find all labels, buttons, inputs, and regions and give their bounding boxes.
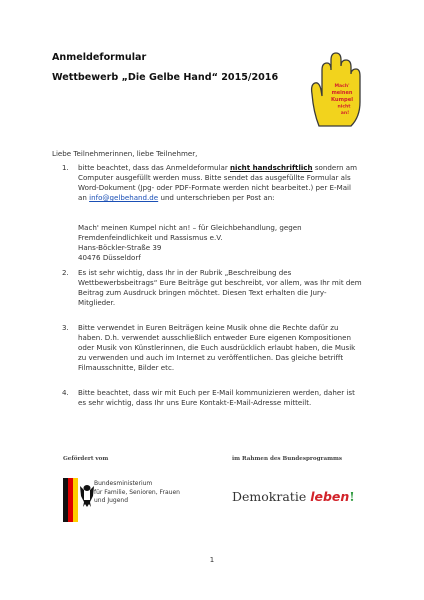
list-item-text: Bitte verwendet in Euren Beiträgen keine Musik ohne die Rechte dafür zu haben. D.h. verwendet ausschließlich entweder Eure eigenen Kompositionen oder Musik von Künstlerinnen, die Euch ausdrücklich erlaubt haben, die Musik zu verwenden und auch im Internet zu veröffentlichen. Das gleiche betrifft Filmausschnitte, Bilder etc. xyxy=(78,323,356,373)
list-item-number: 3. xyxy=(62,323,69,332)
demokratie-word: Demokratie xyxy=(232,489,307,504)
leben-word: leben xyxy=(310,489,350,504)
flag-black-stripe xyxy=(63,478,68,522)
flag-gold-stripe xyxy=(73,478,78,522)
federal-eagle-icon xyxy=(80,485,94,507)
address-street: Hans-Böckler-Straße 39 xyxy=(78,243,162,253)
flag-red-stripe xyxy=(68,478,73,522)
email-link[interactable]: info@gelbehand.de xyxy=(89,193,159,203)
ministry-line-2: für Familie, Senioren, Frauen xyxy=(94,488,180,496)
list-item-number: 1. xyxy=(62,163,69,172)
logo-line-1: Mach' xyxy=(334,84,350,89)
logo-line-5: an! xyxy=(340,111,350,116)
list-item-text: Bitte beachtet, dass wir mit Euch per E-Mail kommunizieren werden, daher ist es sehr wichtig, dass Ihr uns Eure Kontakt-E-Mail-Adresse mitteilt. xyxy=(78,388,355,408)
item1-text-d: und unterschrieben per Post an: xyxy=(158,193,275,203)
program-label: im Rahmen des Bundesprogramms xyxy=(232,456,343,462)
item1-text-a: bitte beachtet, dass das Anmeldeformular xyxy=(78,163,230,172)
funded-by-label: Gefördert vom xyxy=(63,456,109,462)
list-item-text: Es ist sehr wichtig, dass Ihr in der Rubrik „Beschreibung des Wettbewerbsbeitrags“ Eure Beiträge gut beschreibt, vor allem, was Ihr mit dem Beitrag zum Ausdruck bringen möchtet. Diesen Text erhalten die Jury-Mitglieder. xyxy=(78,268,362,308)
list-item-number: 4. xyxy=(62,388,69,397)
list-item-number: 2. xyxy=(62,268,69,277)
gelbe-hand-logo xyxy=(309,50,363,128)
logo-line-4: nicht xyxy=(337,104,351,110)
item1-text-c: sondern am Computer ausgefüllt werden muss. Bitte sendet das ausgefüllte Formular als Word-Dokument (Jpg- oder PDF-Formate werden nicht bearbeitet.) per E-Mail an xyxy=(78,163,358,203)
exclamation-mark: ! xyxy=(349,489,355,504)
ministry-line-1: Bundesministerium xyxy=(94,480,153,487)
greeting: Liebe Teilnehmerinnen, liebe Teilnehmer, xyxy=(52,149,198,158)
address-organisation: Mach' meinen Kumpel nicht an! – für Gleichbehandlung, gegen Fremdenfeindlichkeit und Rassismus e.V. xyxy=(78,223,302,243)
demokratie-leben-logo xyxy=(232,489,355,504)
competition-title: Wettbewerb „Die Gelbe Hand“ 2015/2016 xyxy=(52,72,279,83)
ministry-name xyxy=(94,480,180,506)
logo-line-2: meinen xyxy=(331,90,353,96)
ministry-line-3: und Jugend xyxy=(94,497,129,505)
page-number: 1 xyxy=(209,556,215,564)
list-item-text xyxy=(78,163,362,203)
form-title: Anmeldeformular xyxy=(52,52,147,63)
address-city: 40476 Düsseldorf xyxy=(78,253,141,263)
not-handwritten-emphasis: nicht handschriftlich xyxy=(230,163,313,172)
postal-address xyxy=(78,223,338,263)
logo-line-3: Kumpel xyxy=(330,97,354,103)
